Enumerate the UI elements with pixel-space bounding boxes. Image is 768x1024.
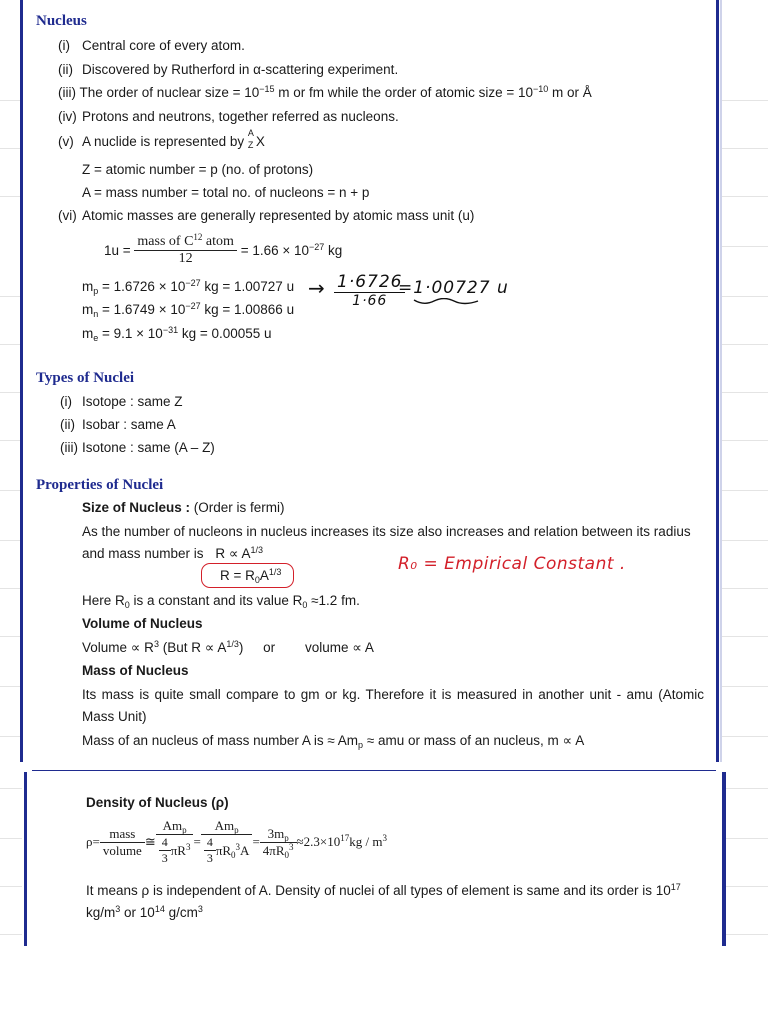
formula-text: ρ= — [86, 834, 100, 849]
electron-mass — [82, 326, 272, 341]
margin-rule — [0, 148, 22, 149]
density-fraction-2 — [156, 818, 194, 866]
list-text: Isotope : same Z — [82, 394, 183, 409]
handwritten-arrow: → — [308, 276, 326, 300]
subscript: 0 — [231, 849, 236, 860]
list-item — [58, 62, 398, 77]
paragraph-text: ≈1.2 fm. — [307, 593, 360, 608]
subscript: 0 — [254, 575, 260, 585]
paragraph-text: and mass number is — [82, 546, 204, 561]
exponent: 3 — [235, 841, 241, 852]
exponent: −10 — [533, 84, 549, 94]
mass-value: = 9.1 × 10 — [98, 326, 163, 341]
formula-lhs: 1u = — [104, 243, 131, 258]
subscript: 0 — [284, 849, 290, 860]
mass-value: = 1.6749 × 10 — [98, 302, 186, 317]
fraction-numerator: mass — [100, 826, 145, 843]
margin-rule — [0, 100, 22, 101]
mass-relation-line — [82, 733, 584, 749]
margin-rule — [0, 196, 22, 197]
fraction-denominator: 3 — [206, 851, 213, 865]
margin-rule — [0, 886, 22, 887]
formula-text: volume ∝ A — [304, 640, 374, 655]
mass-paragraph: Its mass is quite small compare to gm or kg. Therefore it is measured in another unit - amu (Atomic Mass Unit) — [82, 687, 704, 724]
exponent: 3 — [115, 904, 121, 914]
subheading: Size of Nucleus : — [82, 500, 191, 515]
paragraph-text: or 10 — [120, 905, 155, 920]
handwritten-result — [398, 278, 509, 298]
handwritten-result-text: =1·00727 u — [398, 278, 509, 298]
margin-rule — [0, 490, 22, 491]
list-number: (iii) — [60, 440, 78, 455]
exponent: 14 — [154, 904, 165, 914]
exponent: 1/3 — [268, 567, 282, 577]
list-text: Isotone : same (A – Z) — [82, 440, 215, 455]
density-formula — [86, 818, 387, 866]
subscript: n — [93, 309, 99, 319]
boxed-formula — [220, 568, 281, 583]
list-number: (ii) — [58, 62, 73, 77]
exponent: 3 — [289, 841, 294, 852]
subscript: e — [93, 333, 99, 343]
list-number: (vi) — [58, 208, 77, 223]
page-separator — [32, 770, 716, 771]
paragraph-text: ≈ amu or mass of an nucleus, m ∝ A — [363, 733, 585, 748]
fraction-denominator: volume — [102, 842, 142, 858]
list-item — [60, 417, 176, 432]
mass-heading: Mass of Nucleus — [82, 663, 189, 678]
radius-relation: R ∝ A — [215, 546, 251, 561]
margin-rule — [0, 588, 22, 589]
subheading-note: (Order is fermi) — [190, 500, 285, 515]
fraction-numerator: Am — [214, 818, 235, 833]
formula-text: A — [259, 568, 269, 583]
exponent: 3 — [185, 841, 191, 852]
page-border-left — [24, 772, 27, 946]
margin-rule — [0, 838, 22, 839]
formula-rhs: = 1.66 × 10 — [240, 243, 309, 258]
margin-rule — [0, 440, 22, 441]
paragraph-text: is a constant and its value R — [129, 593, 303, 608]
mass-value: kg = 1.00727 u — [200, 279, 295, 294]
page-edge-shadow — [720, 0, 722, 762]
exponent: 1/3 — [250, 545, 263, 555]
margin-rule — [0, 788, 22, 789]
margin-rule — [722, 392, 768, 393]
fraction-numerator: 4 — [204, 835, 216, 851]
list-number: (i) — [60, 394, 72, 409]
list-number: (i) — [58, 38, 70, 53]
a-definition: A = mass number = total no. of nucleons = n + p — [82, 185, 370, 200]
list-number: (iv) — [58, 109, 77, 124]
list-item — [60, 394, 183, 409]
mass-number: A — [247, 128, 254, 138]
mass-value: = 1.6726 × 10 — [98, 279, 186, 294]
formula-text: ) — [238, 640, 244, 655]
list-item — [58, 85, 592, 100]
margin-rule — [0, 540, 22, 541]
fraction-denominator: 3 — [161, 851, 168, 865]
density-conclusion — [86, 880, 706, 924]
margin-rule — [0, 636, 22, 637]
margin-rule — [722, 636, 768, 637]
margin-rule — [722, 886, 768, 887]
size-heading — [82, 500, 285, 515]
handwritten-fraction — [334, 272, 405, 309]
margin-rule — [0, 736, 22, 737]
exponent: 3 — [197, 904, 203, 914]
subscript: p — [358, 740, 364, 750]
margin-rule — [0, 344, 22, 345]
margin-rule — [722, 588, 768, 589]
page-border-left — [20, 0, 23, 762]
margin-rule — [0, 296, 22, 297]
size-paragraph-line: As the number of nucleons in nucleus increases its size also increases and relation between its radius — [82, 524, 691, 539]
fraction-denominator: A — [240, 842, 250, 858]
list-text: Atomic masses are generally represented by atomic mass unit (u) — [82, 208, 475, 223]
formula-text: R = R — [220, 568, 255, 583]
handwritten-note-empirical-constant: R₀ = Empirical Constant . — [398, 554, 626, 574]
list-text: Discovered by Rutherford in α-scattering experiment. — [82, 62, 399, 77]
nuclide-symbol: X — [255, 134, 265, 149]
handwritten-denominator: 1·66 — [352, 293, 388, 309]
list-number: (iii) — [58, 85, 76, 100]
exponent: −31 — [162, 325, 179, 335]
margin-rule — [722, 736, 768, 737]
operator: = — [252, 834, 260, 849]
margin-rule — [722, 196, 768, 197]
handwritten-underline — [412, 298, 482, 306]
margin-rule — [722, 934, 768, 935]
list-text: The order of nuclear size = 10 — [79, 85, 260, 100]
fraction-denominator: πR — [215, 842, 232, 858]
formula-text: (But R ∝ A — [158, 640, 227, 655]
mass-value: kg = 0.00055 u — [178, 326, 272, 341]
subscript: p — [93, 286, 99, 296]
r0-value-line — [82, 593, 360, 608]
nuclide-notation — [247, 128, 256, 150]
list-number: (ii) — [60, 417, 75, 432]
section-heading-nucleus: Nucleus — [36, 13, 87, 29]
fraction-denominator: 12 — [178, 251, 193, 266]
margin-rule — [722, 540, 768, 541]
amu-definition — [104, 234, 342, 267]
density-fraction-4 — [260, 826, 297, 859]
list-text: A nuclide is represented by — [82, 134, 248, 149]
margin-rule — [0, 392, 22, 393]
paragraph-text: It means ρ is independent of A. Density of nuclei of all types of element is same and its order is 10 — [86, 883, 671, 898]
density-fraction-3 — [201, 818, 253, 866]
margin-rule — [722, 490, 768, 491]
mass-symbol: m — [82, 279, 94, 294]
subscript: 0 — [302, 600, 308, 610]
list-text: Isobar : same A — [82, 417, 176, 432]
page-border-right — [716, 0, 719, 762]
fraction-numerator: mass of C — [137, 234, 194, 249]
exponent: 1/3 — [226, 639, 239, 649]
formula-text: Volume ∝ R — [82, 640, 154, 655]
margin-rule — [722, 100, 768, 101]
conjunction: or — [263, 640, 276, 655]
exponent: 17 — [670, 882, 681, 892]
mass-symbol: m — [82, 326, 94, 341]
volume-heading: Volume of Nucleus — [82, 616, 203, 631]
density-unit: kg / m — [349, 834, 383, 849]
list-text: m or Å — [548, 85, 592, 100]
list-text: m or fm while the order of atomic size = 10 — [274, 85, 534, 100]
fraction-numerator: atom — [202, 234, 234, 249]
subscript: p — [284, 832, 289, 843]
list-item — [58, 38, 245, 53]
list-text: Protons and neutrons, together referred as nucleons. — [82, 109, 399, 124]
paragraph-text: g/cm — [164, 905, 198, 920]
z-definition: Z = atomic number = p (no. of protons) — [82, 162, 314, 177]
exponent: −27 — [185, 301, 201, 311]
fraction-numerator: Am — [162, 818, 183, 833]
subscript: p — [234, 825, 239, 835]
list-item — [58, 208, 474, 223]
margin-rule — [0, 686, 22, 687]
formula-rhs: kg — [324, 243, 343, 258]
subscript: 0 — [124, 600, 130, 610]
list-item — [58, 128, 265, 150]
density-value: ≈2.3×10 — [296, 834, 341, 849]
volume-relation — [82, 640, 374, 656]
size-paragraph-line — [82, 546, 263, 562]
list-number: (v) — [58, 134, 74, 149]
margin-rule — [722, 344, 768, 345]
mass-symbol: m — [82, 302, 94, 317]
page-border-right — [722, 772, 726, 946]
mass-volume-fraction — [100, 826, 145, 859]
section-heading-types: Types of Nuclei — [36, 370, 135, 386]
fraction-numerator: 4 — [159, 835, 171, 851]
fraction-denominator: 4πR — [262, 842, 285, 858]
proton-mass — [82, 279, 294, 294]
mass-value: kg = 1.00866 u — [200, 302, 295, 317]
margin-rule — [0, 934, 22, 935]
list-item — [58, 109, 399, 124]
margin-rule — [722, 788, 768, 789]
subscript: p — [182, 825, 187, 835]
exponent: 3 — [382, 833, 387, 843]
fraction-denominator: πR — [170, 842, 186, 858]
margin-rule — [722, 246, 768, 247]
list-item — [60, 440, 215, 455]
margin-rule — [722, 148, 768, 149]
neutron-mass — [82, 302, 294, 317]
exponent: 3 — [153, 639, 159, 649]
exponent: 17 — [340, 833, 350, 843]
margin-rule — [722, 440, 768, 441]
atomic-number: Z — [247, 140, 254, 150]
exponent: −15 — [259, 84, 275, 94]
list-text: Central core of every atom. — [82, 38, 245, 53]
exponent: −27 — [185, 278, 201, 288]
exponent: −27 — [309, 242, 325, 252]
paragraph-text: Here R — [82, 593, 125, 608]
paragraph-text: Mass of an nucleus of mass number A is ≈ Am — [82, 733, 359, 748]
margin-rule — [722, 838, 768, 839]
exponent: 12 — [193, 232, 203, 242]
fraction-numerator: 3m — [267, 825, 285, 841]
density-heading: Density of Nucleus (ρ) — [86, 795, 229, 810]
amu-fraction — [134, 234, 237, 267]
section-heading-properties: Properties of Nuclei — [36, 477, 164, 493]
margin-rule — [722, 296, 768, 297]
operator: = — [193, 834, 201, 849]
handwritten-numerator: 1·6726 — [334, 272, 405, 293]
margin-rule — [722, 686, 768, 687]
operator: ≅ — [144, 834, 156, 849]
paragraph-text: kg/m — [86, 905, 116, 920]
